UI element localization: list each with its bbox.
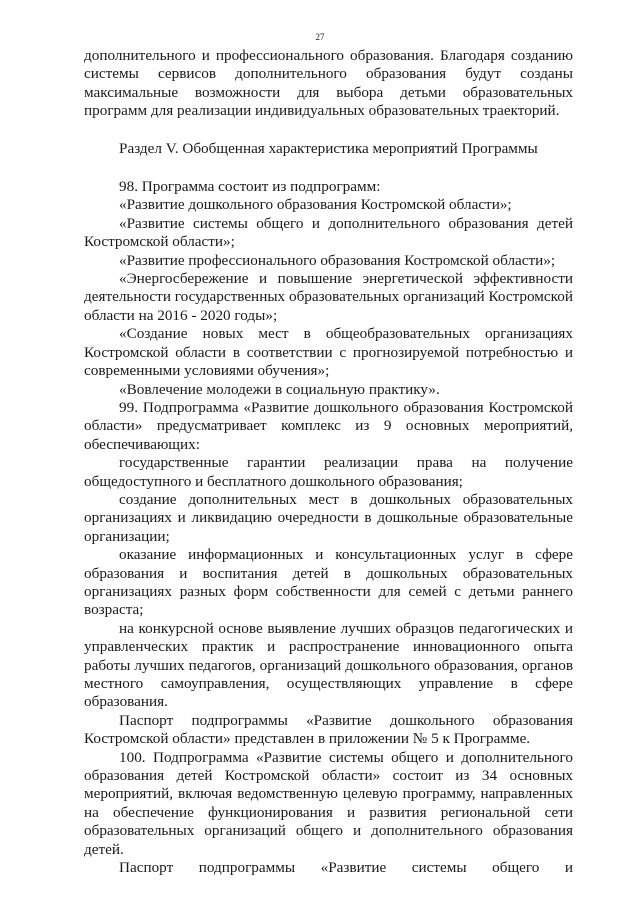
passport-paragraph: Паспорт подпрограммы «Развитие дошкольного образования Костромской области» представлен в приложении № 5 к Программе.: [84, 711, 573, 748]
measure-item: создание дополнительных мест в дошкольных образовательных организациях и ликвидацию очередности в дошкольные образовательные организации;: [84, 490, 573, 545]
paragraph-98: 98. Программа состоит из подпрограмм:: [119, 178, 381, 196]
subprogram-item: «Энергосбережение и повышение энергетической эффективности деятельности государственных образовательных организаций Костромской области на 2016 - 2020 годы»;: [84, 270, 573, 324]
subprogram-item: «Развитие системы общего и дополнительного образования детей Костромской области»;: [84, 214, 573, 251]
subprogram-item: «Развитие профессионального образования Костромской области»;: [119, 251, 556, 269]
subprogram-item: «Создание новых мест в общеобразовательных организациях Костромской области в соответствии с прогнозируемой потребностью и современными условиями обучения»;: [84, 325, 573, 380]
passport-paragraph-continued: Паспорт подпрограммы «Развитие системы общего и: [119, 859, 573, 877]
measure-item: оказание информационных и консультационных услуг в сфере образования и воспитания детей в дошкольных образовательных организациях разных форм собственности для семей с детьми раннего возраста;: [84, 546, 573, 619]
document-body: [84, 47, 573, 877]
section-heading: Раздел V. Обобщенная характеристика мероприятий Программы: [119, 139, 538, 157]
intro-paragraph: дополнительного и профессионального образования. Благодаря созданию системы сервисов дополнительного образования будут созданы максимальные возможности для выбора детьми образовательных программ для реализации индивидуальных образовательных траекторий.: [84, 47, 573, 120]
paragraph-99: 99. Подпрограмма «Развитие дошкольного образования Костромской области» предусматривает комплекс из 9 основных мероприятий, обеспечивающих:: [84, 398, 573, 453]
paragraph-100: 100. Подпрограмма «Развитие системы общего и дополнительного образования детей Костромской области» состоит из 34 основных мероприятий, включая ведомственную целевую программу, направленных на обеспечение функционирования и развития региональной сети образовательных организаций общего и дополнительного образования детей.: [84, 748, 573, 858]
subprogram-item: «Развитие дошкольного образования Костромской области»;: [119, 196, 512, 214]
subprogram-item: «Вовлечение молодежи в социальную практику».: [119, 380, 440, 398]
page-number: 27: [315, 32, 325, 42]
measure-item: на конкурсной основе выявление лучших образцов педагогических и управленческих практик и распространение инновационного опыта работы лучших педагогов, организаций дошкольного образования, органов местного самоуправления, осуществляющих управление в сфере образования.: [84, 619, 573, 711]
measure-item: государственные гарантии реализации права на получение общедоступного и бесплатного дошкольного образования;: [84, 454, 573, 490]
